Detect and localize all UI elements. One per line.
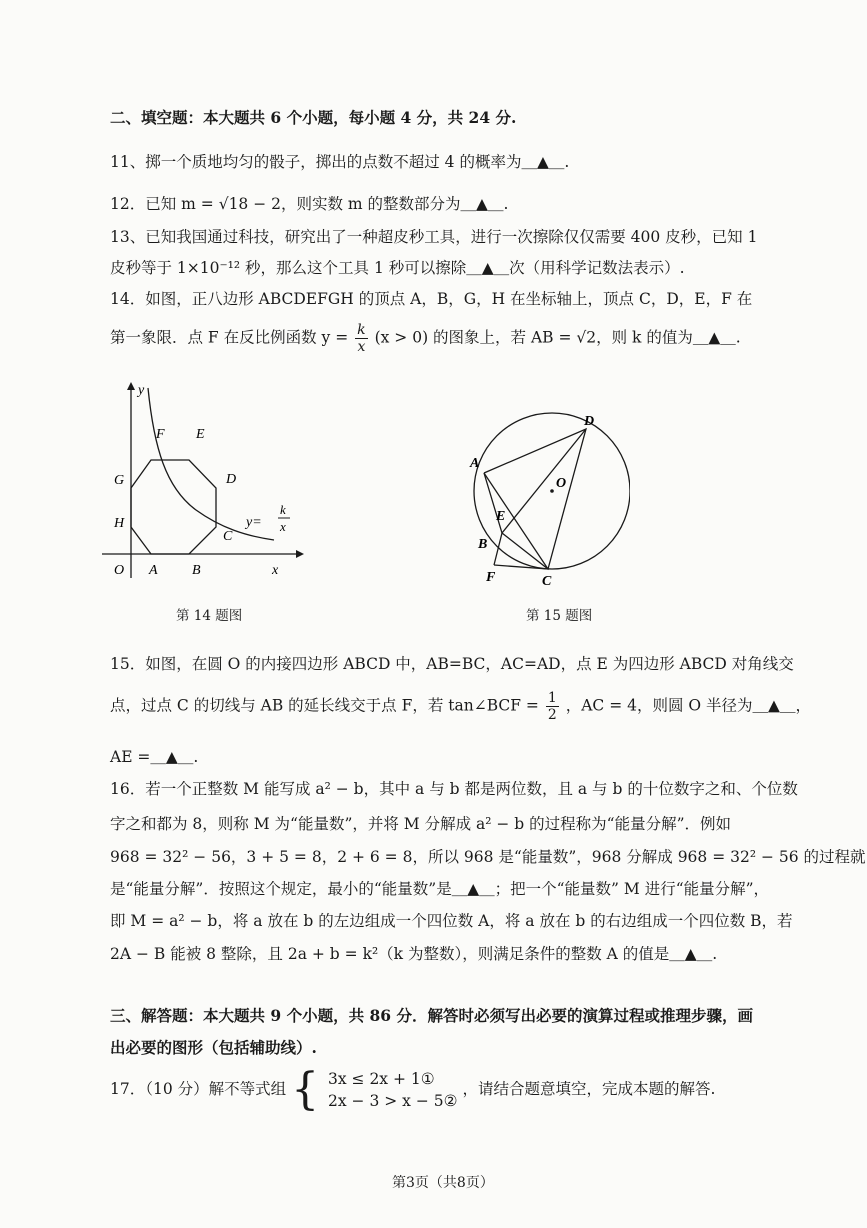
section2-heading: 二、填空题：本大题共 6 个小题，每小题 4 分，共 24 分. — [110, 108, 517, 127]
inequality-1: 3x ≤ 2x + 1① — [328, 1070, 435, 1088]
q14-text-a: 第一象限．点 F 在反比例函数 y = — [110, 328, 349, 347]
diagonal-BD — [502, 429, 586, 533]
figure-14 — [96, 378, 316, 588]
question-16-line1: 16．若一个正整数 M 能写成 a² − b，其中 a 与 b 都是两位数，且 a 与 b 的十位数字之和、个位数 — [110, 780, 798, 798]
q15-frac-numerator: 1 — [547, 690, 557, 706]
inequality-system — [328, 1068, 458, 1112]
label-G: G — [114, 473, 125, 488]
question-13-line1: 13、已知我国通过科技，研究出了一种超皮秒工具，进行一次擦除仅仅需要 400 皮秒，已知 1 — [110, 228, 758, 246]
label-F: F — [156, 427, 165, 442]
q14-fraction — [355, 322, 367, 355]
system-brace: { — [291, 1064, 320, 1115]
figure-15-caption: 第 15 题图 — [526, 608, 593, 624]
label-curve: y= — [246, 515, 262, 530]
label-O: O — [114, 563, 125, 578]
x-axis-arrow — [296, 550, 304, 558]
label-curve-k: k — [280, 502, 286, 517]
question-16-line6: 2A − B 能被 8 整除，且 2a + b = k²（k 为整数），则满足条件的整数 A 的值是＿▲＿. — [110, 945, 718, 963]
question-16-line4: 是“能量分解”．按照这个规定，最小的“能量数”是＿▲＿；把一个“能量数” M 进行“能量分解”， — [110, 880, 770, 898]
label-curve-x: x — [280, 519, 286, 534]
label-F: F — [486, 570, 496, 585]
question-15-line1: 15．如图，在圆 O 的内接四边形 ABCD 中，AB=BC，AC=AD，点 E 为四边形 ABCD 对角线交 — [110, 655, 794, 673]
q14-frac-numerator: k — [357, 322, 366, 338]
q17-suffix: ，请结合题意填空，完成本题的解答. — [462, 1080, 716, 1098]
figure-15 — [460, 405, 630, 590]
label-O: O — [556, 476, 567, 491]
q15-text-b: ，AC = 4，则圆 O 半径为＿▲＿， — [565, 696, 811, 715]
label-A: A — [470, 456, 480, 471]
question-16-line5: 即 M = a² − b，将 a 放在 b 的左边组成一个四位数 A，将 a 放在 b 的右边组成一个四位数 B，若 — [110, 912, 793, 930]
label-A: A — [149, 563, 158, 578]
question-15-line2 — [110, 690, 811, 723]
q15-frac-denominator: 2 — [547, 707, 557, 723]
section3-heading-line2: 出必要的图形（包括辅助线）. — [110, 1038, 317, 1057]
label-E: E — [496, 509, 506, 524]
q15-text-a: 点，过点 C 的切线与 AB 的延长线交于点 F，若 tan∠BCF = — [110, 696, 539, 715]
question-13-line2: 皮秒等于 1×10⁻¹² 秒，那么这个工具 1 秒可以擦除＿▲＿次（用科学记数法表示）. — [110, 259, 685, 277]
q14-frac-denominator: x — [357, 339, 366, 355]
question-11: 11、掷一个质地均匀的骰子，掷出的点数不超过 4 的概率为＿▲＿. — [110, 153, 570, 171]
figure-14-caption: 第 14 题图 — [176, 608, 243, 624]
label-y: y — [138, 383, 145, 398]
question-15-line3: AE =＿▲＿. — [110, 748, 199, 766]
question-16-line2: 字之和都为 8，则称 M 为“能量数”，并将 M 分解成 a² − b 的过程称为“能量分解”．例如 — [110, 815, 732, 833]
label-D: D — [226, 472, 237, 487]
page-footer: 第3页（共8页） — [392, 1175, 494, 1191]
label-B: B — [192, 563, 201, 578]
label-H: H — [114, 516, 125, 531]
label-E: E — [196, 427, 205, 442]
center-point-O — [550, 489, 554, 493]
label-C: C — [542, 574, 552, 589]
section3-heading-line1: 三、解答题：本大题共 9 个小题，共 86 分．解答时必须写出必要的演算过程或推理步骤，画 — [110, 1006, 753, 1025]
inequality-2: 2x − 3 > x − 5② — [328, 1092, 458, 1110]
label-D: D — [584, 414, 595, 429]
label-B: B — [478, 537, 488, 552]
q17-prefix: 17．（10 分）解不等式组 — [110, 1080, 287, 1098]
label-x: x — [272, 563, 279, 578]
question-17 — [110, 1064, 716, 1115]
question-12: 12．已知 m = √18 − 2，则实数 m 的整数部分为＿▲＿. — [110, 195, 509, 213]
label-C: C — [223, 529, 233, 544]
q15-fraction — [546, 690, 559, 723]
octagon — [131, 460, 216, 554]
q14-text-b: (x > 0) 的图象上，若 AB = √2，则 k 的值为＿▲＿. — [374, 328, 741, 347]
question-14-line1: 14．如图，正八边形 ABCDEFGH 的顶点 A，B，G，H 在坐标轴上，顶点 C，D，E，F 在 — [110, 290, 753, 308]
y-axis-arrow — [127, 382, 135, 390]
question-14-line2 — [110, 322, 741, 355]
question-16-line3: 968 = 32² − 56，3 + 5 = 8，2 + 6 = 8，所以 968 是“能量数”，968 分解成 968 = 32² − 56 的过程就 — [110, 848, 866, 866]
tangent-CF — [494, 565, 548, 569]
